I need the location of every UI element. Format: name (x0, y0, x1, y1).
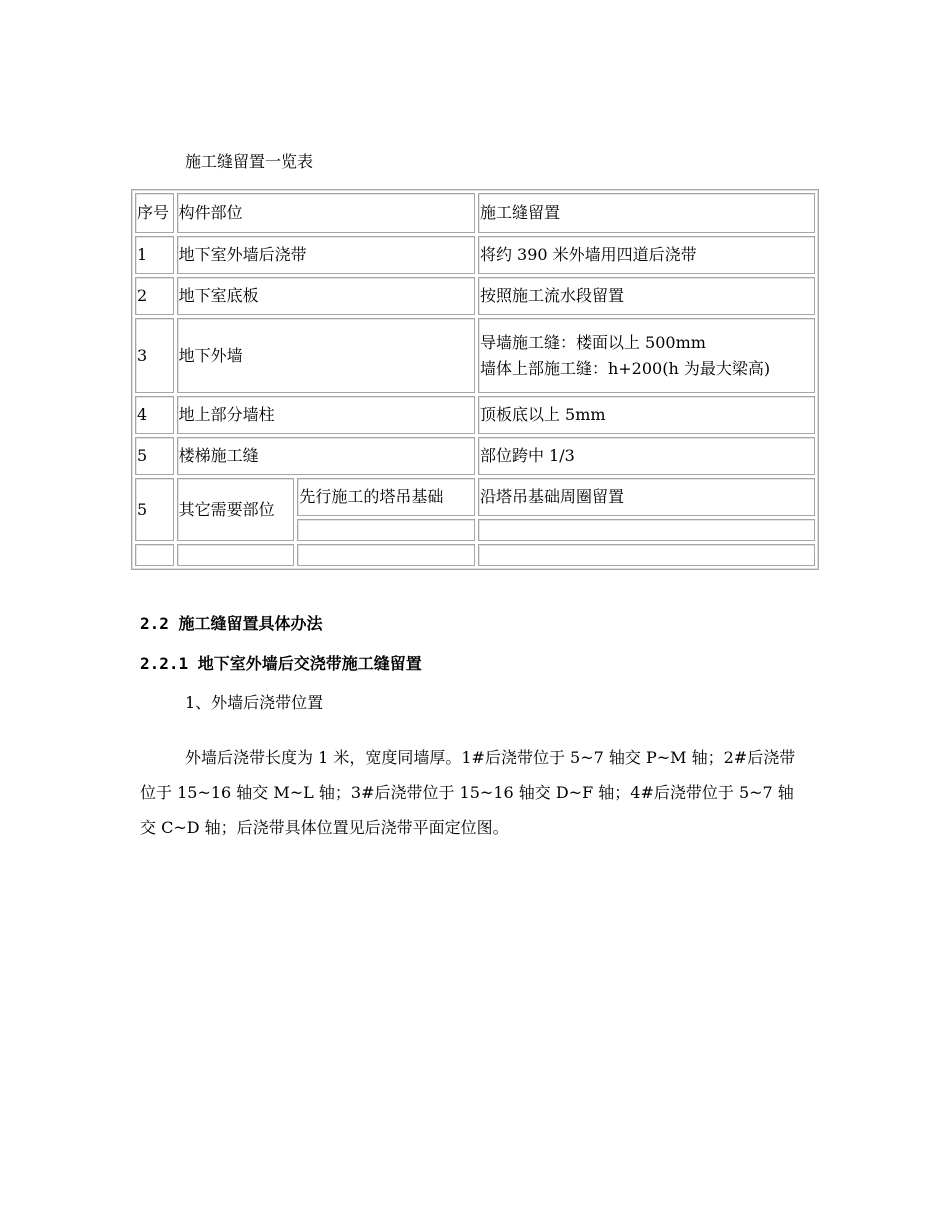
table-row (135, 437, 815, 475)
cell-detail-line: 墙体上部施工缝：h+200(h 为最大梁高) (479, 358, 771, 378)
cell-part: 地下室外墙后浇带 (177, 236, 475, 274)
table-row (135, 396, 815, 434)
cell-part: 地下外墙 (177, 318, 475, 393)
cell-detail: 部位跨中 1/3 (478, 437, 815, 475)
cell-detail: 沿塔吊基础周圈留置 (478, 478, 815, 516)
cell-detail: 按照施工流水段留置 (478, 277, 815, 315)
header-cell-no: 序号 (135, 193, 174, 233)
table-caption: 施工缝留置一览表 (185, 152, 314, 171)
empty-cell (478, 519, 815, 541)
cell-no: 4 (135, 396, 174, 434)
construction-joint-table (131, 189, 819, 570)
cell-detail (478, 318, 815, 393)
cell-detail: 顶板底以上 5mm (478, 396, 815, 434)
table-row (135, 318, 815, 393)
cell-no: 3 (135, 318, 174, 393)
table-row (135, 277, 815, 315)
empty-cell (297, 519, 475, 541)
table-row-empty (135, 544, 815, 566)
cell-no: 1 (135, 236, 174, 274)
cell-no: 5 (135, 437, 174, 475)
empty-cell (177, 544, 295, 566)
empty-cell (478, 544, 815, 566)
cell-no: 5 (135, 478, 174, 541)
cell-part: 楼梯施工缝 (177, 437, 475, 475)
empty-cell (297, 544, 475, 566)
list-item-heading: 1、外墙后浇带位置 (185, 693, 324, 712)
cell-no: 2 (135, 277, 174, 315)
cell-part: 地上部分墙柱 (177, 396, 475, 434)
section-heading-2-2-1: 2.2.1 地下室外墙后交浇带施工缝留置 (140, 654, 422, 673)
table-header-row (135, 193, 815, 233)
cell-part: 地下室底板 (177, 277, 475, 315)
cell-detail-line: 导墙施工缝：楼面以上 500mm (479, 332, 706, 352)
section-heading-2-2: 2.2 施工缝留置具体办法 (140, 614, 323, 633)
cell-part: 其它需要部位 (177, 478, 295, 541)
header-cell-part: 构件部位 (177, 193, 475, 233)
table-row (135, 236, 815, 274)
cell-detail: 将约 390 米外墙用四道后浇带 (478, 236, 815, 274)
cell-subpart: 先行施工的塔吊基础 (297, 478, 475, 516)
body-paragraph: 外墙后浇带长度为 1 米，宽度同墙厚。1#后浇带位于 5~7 轴交 P~M 轴；2#后浇带位于 15~16 轴交 M~L 轴；3#后浇带位于 15~16 轴交 D~F 轴；4#后浇带位于 5~7 轴交 C~D 轴；后浇带具体位置见后浇带平面定位图。 (140, 748, 796, 837)
table-row (135, 478, 815, 516)
header-cell-detail: 施工缝留置 (478, 193, 815, 233)
empty-cell (135, 544, 174, 566)
